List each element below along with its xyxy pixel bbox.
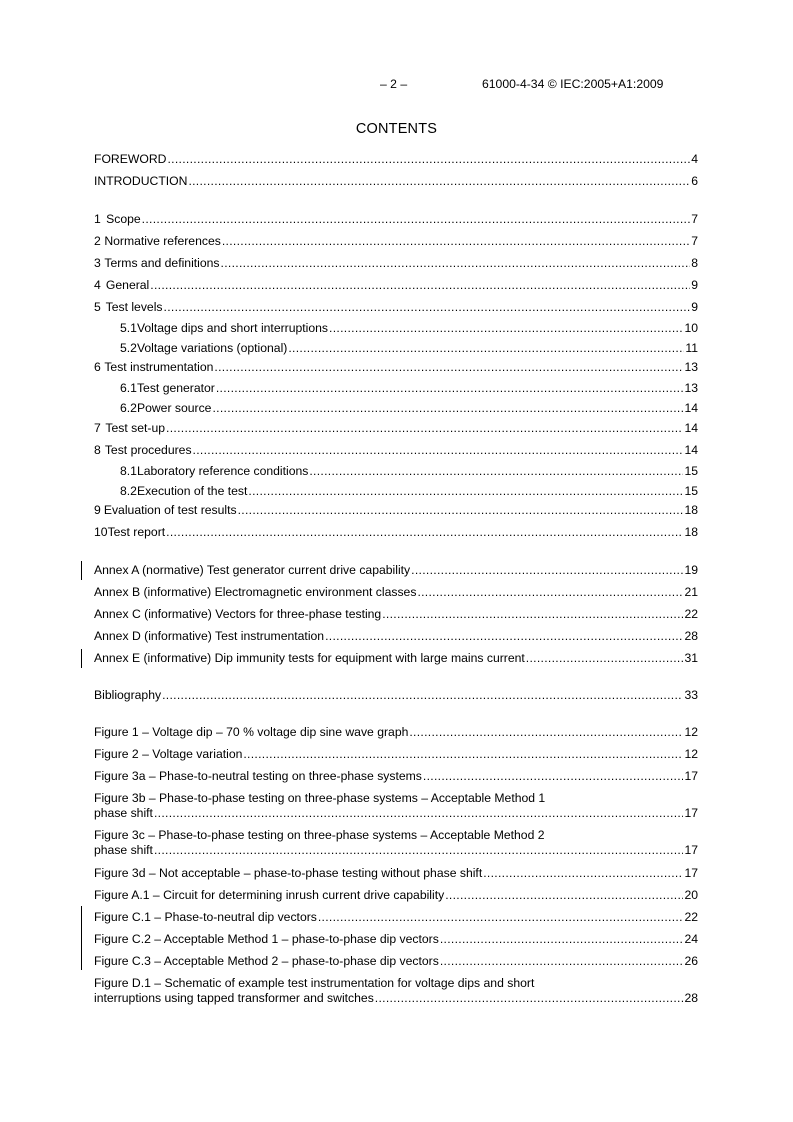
page-number: – 2 – bbox=[380, 77, 408, 91]
contents-title: CONTENTS bbox=[355, 121, 438, 137]
toc-entry-subclause[interactable]: 6.2 Power source ..... 14 bbox=[94, 401, 698, 416]
toc-entry-annex[interactable]: Annex D (informative) Test instrumentation ..... 28 bbox=[94, 629, 698, 644]
toc-entry-figure[interactable]: Figure 1 – Voltage dip – 70 % voltage dip sine wave graph ..... 12 bbox=[94, 725, 698, 740]
toc-entry-bibliography[interactable]: Bibliography ..... 33 bbox=[94, 688, 698, 703]
toc-page: 4 bbox=[691, 152, 698, 166]
toc-entry-annex[interactable]: Annex B (informative) Electromagnetic environment classes ..... 21 bbox=[94, 585, 698, 600]
toc-label: FOREWORD bbox=[94, 152, 167, 166]
toc-entry-figure[interactable]: Figure C.1 – Phase-to-neutral dip vectors ..... 22 bbox=[94, 910, 698, 925]
toc-entry-subclause[interactable]: 5.1 Voltage dips and short interruptions ..... 10 bbox=[94, 321, 698, 336]
toc-entry-clause[interactable]: 5 Test levels ..... 9 bbox=[94, 300, 698, 315]
standard-reference: 61000-4-34 © IEC:2005+A1:2009 bbox=[482, 77, 664, 91]
toc-entry-figure[interactable]: Figure 3b – Phase-to-phase testing on three-phase systems – Acceptable Method 1 phase shift ..... 17 bbox=[94, 791, 698, 821]
toc-entry-figure[interactable]: Figure 3a – Phase-to-neutral testing on three-phase systems ..... 17 bbox=[94, 769, 698, 784]
toc-entry-subclause[interactable]: 5.2 Voltage variations (optional) ..... 11 bbox=[94, 341, 698, 356]
toc-entry-subclause[interactable]: 6.1 Test generator ..... 13 bbox=[94, 381, 698, 396]
toc-entry-annex[interactable]: Annex A (normative) Test generator current drive capability ..... 19 bbox=[94, 563, 698, 578]
toc-entry-subclause[interactable]: 8.2 Execution of the test ..... 15 bbox=[94, 484, 698, 499]
change-bar bbox=[81, 561, 82, 580]
toc-entry-introduction[interactable] bbox=[94, 174, 698, 189]
toc-entry-figure[interactable]: Figure 3c – Phase-to-phase testing on three-phase systems – Acceptable Method 2 phase shift ..... 17 bbox=[94, 828, 698, 858]
toc-entry-clause[interactable]: 2 Normative references ..... 7 bbox=[94, 234, 698, 249]
toc-entry-figure[interactable]: Figure 3d – Not acceptable – phase-to-phase testing without phase shift ..... 17 bbox=[94, 866, 698, 881]
toc-entry-subclause[interactable]: 8.1 Laboratory reference conditions ..... 15 bbox=[94, 464, 698, 479]
toc-entry-figure[interactable]: Figure A.1 – Circuit for determining inrush current drive capability ..... 20 bbox=[94, 888, 698, 903]
toc-entry-clause[interactable]: 9 Evaluation of test results ..... 18 bbox=[94, 503, 698, 518]
toc-entry-clause[interactable]: 10 Test report ..... 18 bbox=[94, 525, 698, 540]
toc-entry-clause[interactable]: 6 Test instrumentation ..... 13 bbox=[94, 360, 698, 375]
change-bar bbox=[81, 649, 82, 668]
toc-entry-foreword[interactable] bbox=[94, 152, 698, 167]
toc-entry-clause[interactable]: 8 Test procedures ..... 14 bbox=[94, 443, 698, 458]
toc-entry-clause[interactable]: 4 General ..... 9 bbox=[94, 278, 698, 293]
toc-entry-clause[interactable]: 1 Scope ..... 7 bbox=[94, 212, 698, 227]
toc-entry-clause[interactable]: 3 Terms and definitions ..... 8 bbox=[94, 256, 698, 271]
toc-entry-figure[interactable]: Figure D.1 – Schematic of example test instrumentation for voltage dips and short interruptions using tapped transformer and switches ..... 28 bbox=[94, 976, 698, 1006]
toc-entry-annex[interactable]: Annex C (informative) Vectors for three-phase testing ..... 22 bbox=[94, 607, 698, 622]
toc-entry-annex[interactable]: Annex E (informative) Dip immunity tests for equipment with large mains current ..... 31 bbox=[94, 651, 698, 666]
toc-entry-figure[interactable]: Figure 2 – Voltage variation ..... 12 bbox=[94, 747, 698, 762]
toc-entry-clause[interactable]: 7 Test set-up ..... 14 bbox=[94, 421, 698, 436]
toc-entry-figure[interactable]: Figure C.3 – Acceptable Method 2 – phase-to-phase dip vectors ..... 26 bbox=[94, 954, 698, 969]
toc-label: INTRODUCTION bbox=[94, 174, 188, 188]
change-bar bbox=[81, 906, 82, 970]
toc-entry-figure[interactable]: Figure C.2 – Acceptable Method 1 – phase-to-phase dip vectors ..... 24 bbox=[94, 932, 698, 947]
toc-page: 6 bbox=[691, 174, 698, 188]
